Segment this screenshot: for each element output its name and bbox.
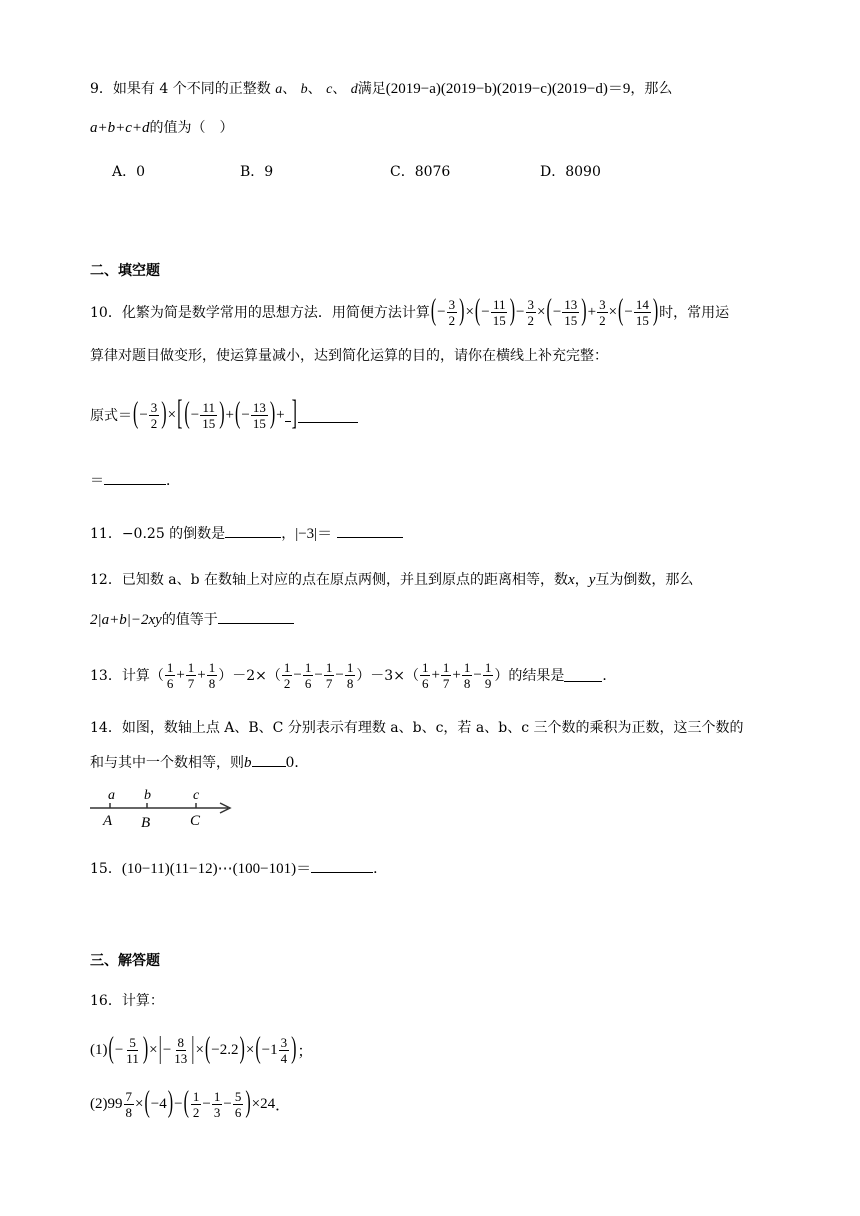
number-line-figure xyxy=(88,784,238,830)
q11-blank-1[interactable] xyxy=(225,525,281,538)
q9-option-a[interactable]: A．0 xyxy=(112,164,146,180)
q9-option-b[interactable]: B．9 xyxy=(240,164,274,180)
q11: 11．−0.25 的倒数是 ，|−3|＝ xyxy=(90,522,403,543)
q13: 13． 计算（ $\frac{1}{6}$ + $\frac{1}{7}$ + $\frac{1}{8}$ ）－2×（ $\frac{1}{2}$ − $\frac{1}{6}$ − $\frac{1}{7}$ − $\frac{1}{8}$ ）－3×（ $\frac{1}{6}$ + $\frac{1}{7}$ + $\frac{1}{8}$ − $\frac{1}{9}$ ）的结果是 ． xyxy=(90,659,617,691)
axis-label-c: c xyxy=(193,788,200,803)
axis-label-b: b xyxy=(144,788,151,803)
q16-part-1: (1) ( − $\frac{5}{11}$ ) × | − $\frac{8}{13}$ | × ( −2.2 ) × ( −1 $\frac{3}{4}$ ) ； xyxy=(90,1032,313,1066)
q11-blank-2[interactable] xyxy=(337,525,403,538)
q15: 15．(10−11)(11−12)⋯(100−101)＝ ． xyxy=(90,861,388,877)
q10-blank-2[interactable] xyxy=(104,472,166,485)
q16-prompt: 16．计算： xyxy=(90,993,164,1009)
q10-blank-1[interactable] xyxy=(298,408,358,423)
q9-number: 9． xyxy=(90,81,113,97)
point-label-a: A xyxy=(103,813,113,829)
q10-line1: 10． 化繁为简是数学常用的思想方法．用简便方法计算 ( − $\frac{3}{2}$ ) × ( − $\frac{11}{15}$ ) − $\frac{3}{2}$ × ( − $\frac{13}{15}$ ) + $\frac{3}{2}$ × ( − $\frac{14}{15}$ ) 时，常用运 xyxy=(90,294,730,328)
q13-blank[interactable] xyxy=(564,669,602,682)
q14-line1: 14．如图，数轴上点 A、B、C 分别表示有理数 a、b、c，若 a、b、c 三个数的乘积为正数，这三个数的 xyxy=(90,720,744,736)
point-label-c: C xyxy=(190,813,201,829)
section-title-fill-in: 二、填空题 xyxy=(90,263,160,279)
q14-line2: 和与其中一个数相等，则b 0． xyxy=(90,755,309,771)
q12-line1: 12．已知数 a、b 在数轴上对应的点在原点两侧，并且到原点的距离相等，数x，y互为倒数，那么 xyxy=(90,572,694,588)
q9-line1: 9．如果有 4 个不同的正整数 a、 b、 c、 d满足(2019−a)(2019−b)(2019−c)(2019−d)＝9，那么 xyxy=(90,81,673,97)
q9-product-expression: (2019−a)(2019−b)(2019−c)(2019−d)＝9 xyxy=(385,81,631,97)
q16-part-2: (2) 99 $\frac{7}{8}$ × ( −4 ) − ( $\frac{1}{2}$ − $\frac{1}{3}$ − $\frac{5}{6}$ ) ×24 ． xyxy=(90,1086,291,1120)
section-title-answer: 三、解答题 xyxy=(90,953,160,969)
q10-line3: 原式＝ ( − $\frac{3}{2}$ ) × [ ( − $\frac{11}{15}$ ) + ( − $\frac{13}{15}$ ) + ] xyxy=(90,393,358,437)
q9-option-c[interactable]: C．8076 xyxy=(390,164,451,180)
q14-blank[interactable] xyxy=(252,754,286,767)
q10-expression: ( − $\frac{3}{2}$ ) × ( − $\frac{11}{15}$ ) − $\frac{3}{2}$ × ( − $\frac{13}{15}$ ) + $\frac{3}{2}$ × ( − $\frac{14}{15}$ ) xyxy=(430,294,659,328)
point-label-b: B xyxy=(141,815,151,830)
q12-line2: 2|a+b|−2xy的值等于 xyxy=(90,609,294,629)
q9-line2: a+b+c+d的值为（ ） xyxy=(90,120,234,136)
q12-blank[interactable] xyxy=(218,611,294,624)
axis-label-a: a xyxy=(108,788,115,803)
q10-line4: ＝ ． xyxy=(90,473,180,489)
q10-line2: 算律对题目做变形，使运算量减小，达到简化运算的目的，请你在横线上补充完整： xyxy=(90,348,608,364)
q15-blank[interactable] xyxy=(311,860,373,873)
q9-option-d[interactable]: D．8090 xyxy=(540,164,601,180)
